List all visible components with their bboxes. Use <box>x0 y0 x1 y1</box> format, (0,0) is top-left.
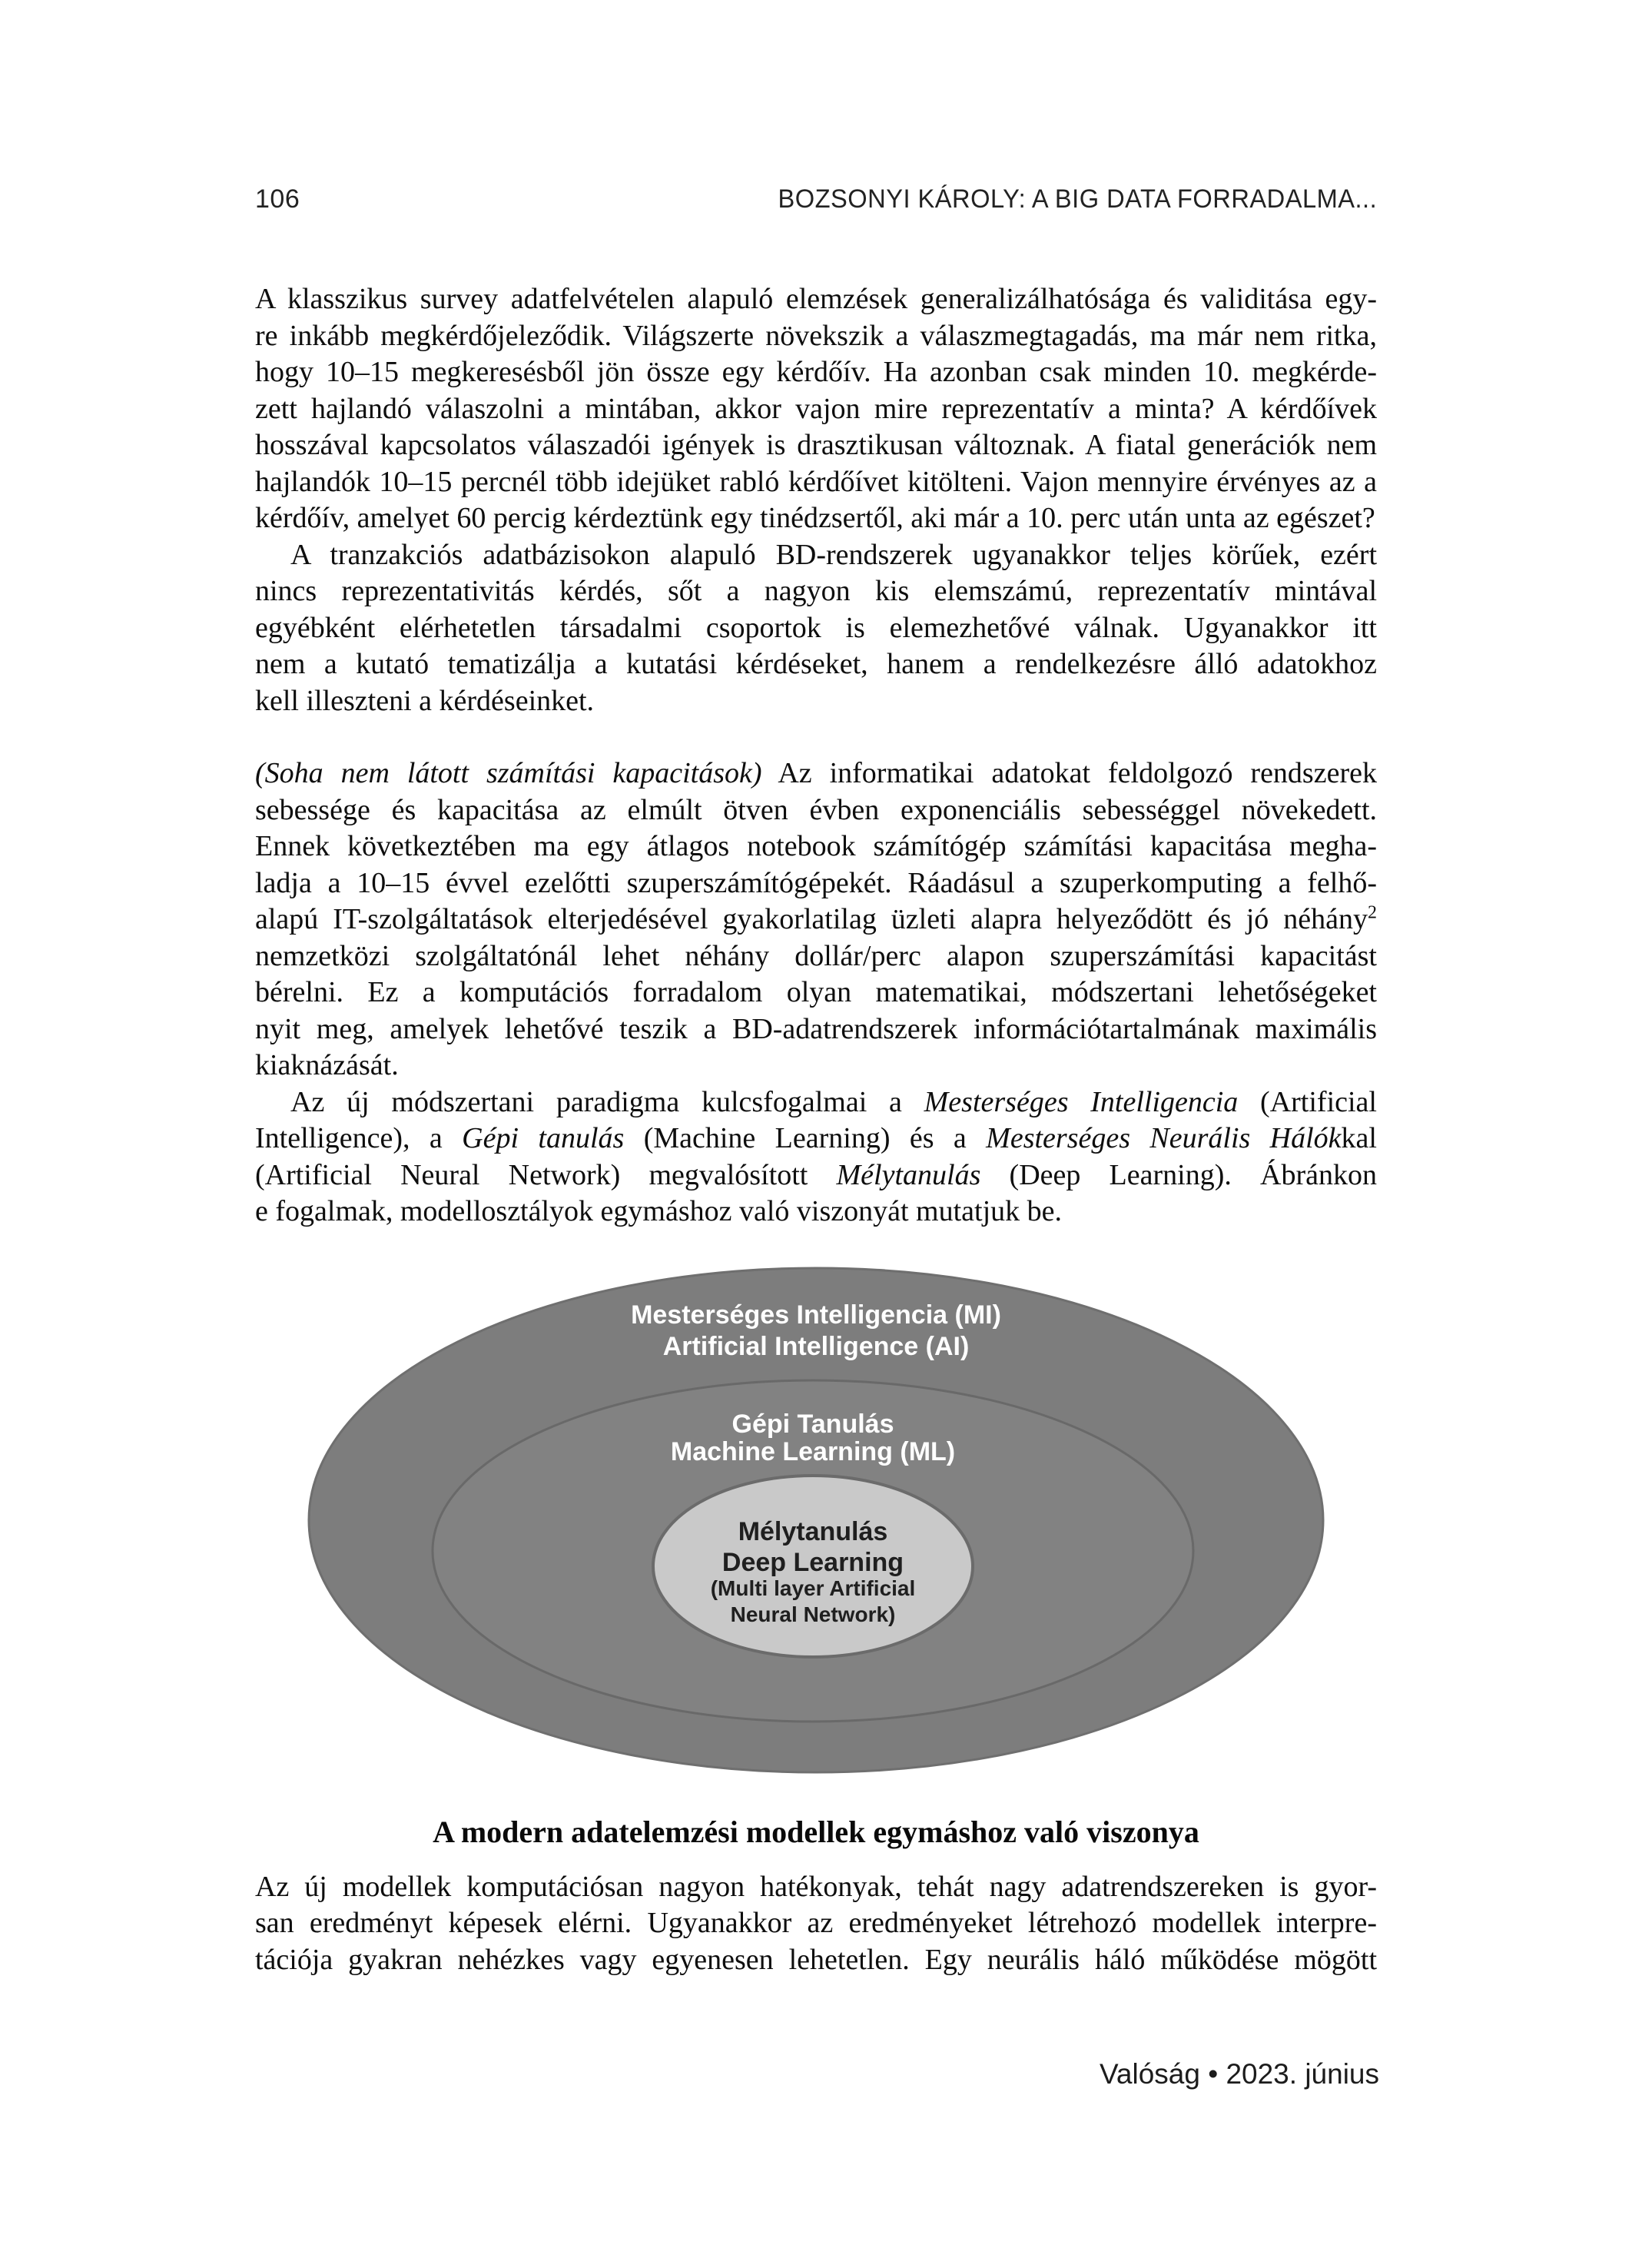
paragraph <box>255 755 1377 1084</box>
text-line <box>255 573 1377 610</box>
text-line <box>255 1194 1377 1230</box>
text-run: Az informatikai adatokat feldolgozó rendszerek <box>761 757 1377 789</box>
ml-label-en: Machine Learning (ML) <box>670 1436 956 1466</box>
page-footer <box>1100 2058 1379 2090</box>
dl-label-en: Deep Learning <box>721 1547 904 1577</box>
text-line <box>255 391 1377 428</box>
italic-run: Gépi tanulás <box>462 1122 625 1154</box>
text-run: (Artificial <box>1238 1085 1377 1118</box>
text-line <box>255 1011 1377 1048</box>
italic-run: (Soha nem látott számítási kapacitások) <box>255 757 762 789</box>
text-run: sebessége és kapacitása az elmúlt ötven évben exponenciális sebességgel növekedett. <box>255 793 1377 826</box>
text-run: san eredményt képesek elérni. Ugyanakkor az eredményeket létrehozó modellek interpre- <box>255 1907 1377 1939</box>
text-line <box>255 1157 1377 1194</box>
text-run: kell illeszteni a kérdéseinket. <box>255 684 595 717</box>
footnote-marker: 2 <box>1368 902 1377 923</box>
text-line <box>255 829 1377 865</box>
text-line <box>255 500 1377 537</box>
text-line <box>255 938 1377 975</box>
text-run: nemzetközi szolgáltatónál lehet néhány dollár/perc alapon szuperszámítási kapacitást <box>255 939 1377 972</box>
italic-run: Mesterséges Neurális Hálók <box>986 1122 1342 1154</box>
page-header <box>255 184 1377 214</box>
text-run: Az új módszertani paradigma kulcsfogalmai a <box>290 1085 924 1118</box>
text-line <box>255 975 1377 1011</box>
text-line <box>255 427 1377 464</box>
text-run: nyit meg, amelyek lehetővé teszik a BD-adatrendszerek információtartalmának maximális <box>255 1012 1377 1045</box>
text-run: re inkább megkérdőjeleződik. Világszerte növekszik a válaszmegtagadás, ma már nem ritka, <box>255 319 1377 352</box>
italic-run: Mélytanulás <box>836 1158 981 1191</box>
text-line <box>255 281 1377 318</box>
text-line <box>255 646 1377 683</box>
text-line <box>255 610 1377 647</box>
text-run: e fogalmak, modellosztályok egymáshoz való viszonyát mutatjuk be. <box>255 1195 1063 1227</box>
text-run: kérdőív, amelyet 60 percig kérdeztünk egy tinédzsertől, aki már a 10. perc után unta az egészet? <box>255 502 1375 534</box>
text-line <box>255 683 1377 720</box>
ml-label-hu: Gépi Tanulás <box>731 1409 894 1439</box>
dl-sublabel-line1: (Multi layer Artificial <box>710 1576 916 1600</box>
text-line <box>255 1942 1377 1979</box>
ai-label-en: Artificial Intelligence (AI) <box>662 1331 970 1361</box>
text-line <box>255 354 1377 391</box>
text-run: (Machine Learning) és a <box>624 1122 987 1154</box>
text-line <box>255 792 1377 829</box>
text-run: nincs reprezentativitás kérdés, sőt a nagyon kis elemszámú, reprezentatív mintával <box>255 575 1377 607</box>
figure-caption: A modern adatelemzési modellek egymáshoz való viszonya <box>433 1814 1199 1849</box>
text-column <box>255 281 1377 1978</box>
text-run: kiaknázását. <box>255 1049 399 1081</box>
text-line <box>255 1869 1377 1906</box>
text-run: (Deep Learning). Ábránkon <box>980 1158 1378 1191</box>
text-line <box>255 865 1377 902</box>
text-run: hajlandók 10–15 percnél több idejüket rabló kérdőívet kitölteni. Vajon mennyire érvényes az a <box>255 465 1377 498</box>
paragraph <box>255 281 1377 537</box>
text-line <box>255 537 1377 574</box>
text-run: hosszával kapcsolatos válaszadói igények is drasztikusan változnak. A fiatal generációk nem <box>255 429 1377 461</box>
running-title: BOZSONYI KÁROLY: A BIG DATA FORRADALMA... <box>778 184 1377 214</box>
text-run: zett hajlandó válaszolni a mintában, akkor vajon mire reprezentatív a minta? A kérdőívek <box>255 392 1377 425</box>
text-run: bérelni. Ez a komputációs forradalom olyan matematikai, módszertani lehetőségeket <box>255 976 1377 1008</box>
nested-ellipse-figure <box>255 1265 1377 1851</box>
text-run: Intelligence), a <box>255 1122 463 1154</box>
text-line <box>255 755 1377 792</box>
journal-footer-text: Valóság • 2023. június <box>1099 2058 1379 2090</box>
ai-label-hu: Mesterséges Intelligencia (MI) <box>631 1300 1001 1330</box>
text-run: ladja a 10–15 évvel ezelőtti szuperszámítógépekét. Ráadásul a szuperkomputing a felhő- <box>255 866 1377 899</box>
text-line <box>255 902 1377 938</box>
page-number: 106 <box>255 184 300 214</box>
text-run: egyébként elérhetetlen társadalmi csoportok is elemezhetővé válnak. Ugyanakkor itt <box>255 611 1377 644</box>
text-line <box>255 318 1377 355</box>
text-line <box>255 1905 1377 1942</box>
paragraph <box>255 537 1377 720</box>
text-run: kal <box>1341 1122 1377 1154</box>
text-run: A klasszikus survey adatfelvételen alapuló elemzések generalizálhatósága és validitása egy- <box>255 283 1377 315</box>
text-run: nem a kutató tematizálja a kutatási kérdéseket, hanem a rendelkezésre álló adatokhoz <box>255 648 1377 680</box>
text-line <box>255 464 1377 501</box>
text-run: (Artificial Neural Network) megvalósított <box>255 1158 837 1191</box>
text-run: hogy 10–15 megkeresésből jön össze egy kérdőív. Ha azonban csak minden 10. megkérde- <box>255 356 1377 388</box>
text-line <box>255 1084 1377 1121</box>
dl-sublabel-line2: Neural Network) <box>730 1602 896 1626</box>
text-line <box>255 1121 1377 1157</box>
paragraph <box>255 1869 1377 1979</box>
text-run: tációja gyakran nehézkes vagy egyenesen lehetetlen. Egy neurális háló működése mögött <box>255 1943 1377 1976</box>
text-line <box>255 1048 1377 1084</box>
text-run: Az új modellek komputációsan nagyon hatékonyak, tehát nagy adatrendszereken is gyor- <box>255 1870 1377 1903</box>
dl-label-hu: Mélytanulás <box>738 1516 888 1546</box>
text-run: A tranzakciós adatbázisokon alapuló BD-rendszerek ugyanakkor teljes körűek, ezért <box>290 538 1377 571</box>
text-run: Ennek következtében ma egy átlagos notebook számítógép számítási kapacitása megha- <box>255 830 1377 862</box>
text-run: alapú IT-szolgáltatások elterjedésével gyakorlatilag üzleti alapra helyeződött és jó néhány <box>255 903 1368 935</box>
italic-run: Mesterséges Intelligencia <box>924 1085 1239 1118</box>
paragraph <box>255 1084 1377 1230</box>
venn-diagram <box>255 1265 1377 1788</box>
